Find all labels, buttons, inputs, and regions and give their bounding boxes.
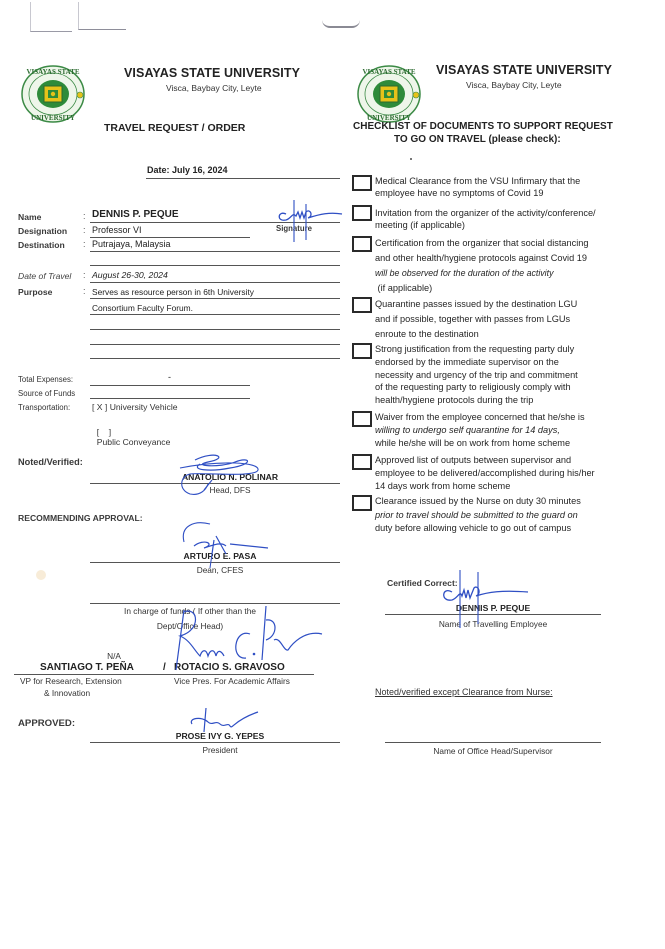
svg-text:UNIVERSITY: UNIVERSITY: [31, 114, 75, 122]
scan-artifact: [78, 2, 126, 30]
president-role: President: [202, 745, 238, 755]
checklist-item-nurse-clearance: [375, 495, 665, 536]
transport-option-public-conveyance[interactable]: [92, 417, 170, 447]
source-of-funds-label: Source of Funds: [18, 389, 76, 398]
checklist-checkbox-invitation[interactable]: [352, 205, 372, 221]
colon: :: [83, 286, 86, 296]
checklist-text-line: employee to be delivered/accomplished during his/her: [375, 468, 595, 479]
destination-label: Destination: [18, 240, 65, 250]
vp-na: N/A: [107, 651, 121, 661]
checklist-title-line1: CHECKLIST OF DOCUMENTS TO SUPPORT REQUEST: [353, 121, 613, 132]
total-expenses-value[interactable]: -: [168, 372, 171, 382]
president-name: PROSE IVY G. YEPES: [175, 731, 265, 741]
signature-dennis-peque: [270, 198, 345, 244]
purpose-value-line2[interactable]: Consortium Faculty Forum.: [92, 303, 193, 313]
colon: :: [83, 225, 86, 235]
checklist-item-waiver: [375, 411, 665, 451]
purpose-underline-4: [90, 344, 340, 345]
checklist-checkbox-waiver[interactable]: [352, 411, 372, 427]
recommending-signatory-role: Dean, CFES: [196, 565, 244, 575]
svg-text:VISAYAS STATE: VISAYAS STATE: [26, 68, 80, 76]
designation-underline: [90, 237, 250, 238]
vp-role-1-line1: VP for Research, Extension: [20, 676, 122, 686]
office-head-signature-line: [385, 742, 601, 743]
vp-role-1-line2: & Innovation: [44, 688, 91, 698]
noted-verified-label: Noted/Verified:: [18, 457, 83, 467]
date-of-travel-value[interactable]: August 26-30, 2024: [92, 270, 168, 280]
checklist-checkbox-approved-outputs[interactable]: [352, 454, 372, 470]
certified-correct-label: Certified Correct:: [387, 578, 458, 588]
designation-value[interactable]: Professor VI: [92, 225, 142, 235]
funds-signature-line: [90, 603, 340, 604]
checklist-checkbox-quarantine-passes[interactable]: [352, 297, 372, 313]
certified-signature-line: [385, 614, 601, 615]
checklist-text-line: Approved list of outputs between supervisor and: [375, 455, 572, 465]
purpose-underline-5: [90, 358, 340, 359]
colon: :: [83, 270, 86, 280]
checkbox-mark[interactable]: [ ]: [96, 427, 112, 437]
purpose-underline-3: [90, 329, 340, 330]
checklist-text-line: of the requesting party to religiously comply with: [375, 382, 571, 393]
checklist-checkbox-medical-clearance[interactable]: [352, 175, 372, 191]
checklist-text-line: prior to travel should be submitted to the guard on: [375, 509, 578, 520]
scan-artifact: [322, 20, 360, 28]
destination-underline-2: [90, 265, 340, 266]
svg-text:UNIVERSITY: UNIVERSITY: [367, 114, 411, 122]
option-label: Public Conveyance: [96, 437, 171, 447]
funds-role-line2: Dept/Office Head): [156, 621, 224, 631]
noted-signature-line: [90, 483, 340, 484]
checklist-text-line: Clearance issued by the Nurse on duty 30 minutes: [375, 496, 581, 506]
checklist-text-line: (if applicable): [375, 283, 433, 293]
noted-signatory-name: ANATOLIO N. POLINAR: [181, 472, 279, 482]
designation-label: Designation: [18, 226, 68, 236]
purpose-underline-2: [90, 314, 340, 315]
checklist-item-strong-justification: [375, 343, 665, 407]
checklist-text-line: Invitation from the organizer of the activity/conference/: [375, 208, 596, 218]
checklist-text-line: necessity and urgency of the trip and commitment: [375, 369, 578, 380]
vp-signature-line: [14, 674, 314, 675]
total-expenses-underline: [90, 385, 250, 386]
total-expenses-label: Total Expenses:: [18, 375, 74, 384]
date-of-travel-underline: [90, 282, 340, 283]
purpose-value-line1[interactable]: Serves as resource person in 6th University: [92, 287, 254, 297]
office-head-role: Name of Office Head/Supervisor: [433, 746, 553, 756]
checklist-checkbox-certification[interactable]: [352, 236, 372, 252]
vp-name-2: ROTACIO S. GRAVOSO: [174, 662, 285, 673]
checklist-text-line: Medical Clearance from the VSU Infirmary that the: [375, 176, 581, 186]
name-value[interactable]: DENNIS P. PEQUE: [92, 209, 179, 220]
scan-dot: [410, 158, 412, 160]
recommending-approval-label: RECOMMENDING APPROVAL:: [18, 513, 143, 523]
checklist-text-line: while he/she will be on work from home scheme: [375, 438, 571, 449]
purpose-label: Purpose: [18, 287, 53, 297]
checklist-text-line: willing to undergo self quarantine for 14 days,: [375, 425, 560, 436]
checklist-item-certification: [375, 236, 665, 296]
university-address: Visca, Baybay City, Leyte: [166, 83, 262, 93]
noted-signatory-role: Head, DFS: [209, 485, 251, 495]
colon: :: [83, 211, 86, 221]
name-label: Name: [18, 212, 42, 222]
checklist-text-line: will be observed for the duration of the activity: [375, 268, 554, 278]
date-underline: [146, 178, 340, 179]
checklist-checkbox-nurse-clearance[interactable]: [352, 495, 372, 511]
checklist-text-line: duty before allowing vehicle to go out of campus: [375, 523, 572, 534]
transport-option-university-vehicle[interactable]: [92, 402, 178, 412]
checklist-item-invitation: [375, 207, 665, 232]
vsu-seal-icon: [356, 64, 422, 124]
certified-employee-name: DENNIS P. PEQUE: [455, 603, 531, 613]
checklist-text-line: and other health/hygiene protocols against Covid 19: [375, 253, 587, 263]
option-label: University Vehicle: [109, 402, 178, 412]
recommending-signature-line: [90, 562, 340, 563]
recommending-signatory-name: ARTURO E. PASA: [183, 551, 257, 561]
checklist-text-line: Certification from the organizer that social distancing: [375, 238, 589, 248]
university-name: VISAYAS STATE UNIVERSITY: [436, 63, 613, 77]
checklist-text-line: health/hygiene protocols during the trip: [375, 395, 534, 406]
vp-name-separator: /: [163, 662, 166, 673]
approved-label: APPROVED:: [18, 718, 76, 729]
scan-artifact: [30, 2, 72, 32]
destination-underline: [90, 251, 340, 252]
checklist-title-line2: TO GO ON TRAVEL (please check):: [394, 134, 561, 145]
checklist-text-line: employee have no symptoms of Covid 19: [375, 188, 544, 199]
vsu-seal-icon: [20, 64, 86, 124]
noted-except-nurse-label: Noted/verified except Clearance from Nurse:: [375, 687, 553, 697]
university-address: Visca, Baybay City, Leyte: [466, 80, 562, 90]
svg-text:VISAYAS STATE: VISAYAS STATE: [362, 68, 416, 76]
checklist-text-line: meeting (if applicable): [375, 220, 465, 231]
checklist-text-line: endorsed by the immediate supervisor on the: [375, 356, 559, 367]
checklist-checkbox-strong-justification[interactable]: [352, 343, 372, 359]
signature-label: Signature: [276, 224, 312, 233]
name-underline: [90, 222, 340, 223]
source-of-funds-underline: [90, 398, 250, 399]
checklist-item-approved-outputs: [375, 454, 665, 494]
checklist-text-line: Waiver from the employee concerned that he/she is: [375, 412, 585, 422]
colon: :: [83, 239, 86, 249]
scan-stain: [36, 570, 46, 580]
certified-employee-role: Name of Travelling Employee: [438, 619, 548, 629]
checklist-item-quarantine-passes: [375, 297, 665, 342]
form-title: TRAVEL REQUEST / ORDER: [104, 122, 246, 134]
transportation-label: Transportation:: [18, 403, 71, 412]
checklist-text-line: Quarantine passes issued by the destination LGU: [375, 299, 578, 309]
form-date: Date: July 16, 2024: [147, 165, 228, 175]
checklist-text-line: 14 days work from home scheme: [375, 481, 511, 492]
checklist-text-line: enroute to the destination: [375, 329, 479, 339]
checklist-item-medical-clearance: [375, 175, 665, 200]
funds-role-line1: In charge of funds ( If other than the: [124, 606, 256, 616]
purpose-underline-1: [90, 298, 340, 299]
checklist-text-line: Strong justification from the requesting party duly: [375, 344, 575, 354]
president-signature-line: [90, 742, 340, 743]
date-of-travel-label: Date of Travel: [18, 271, 72, 281]
destination-value[interactable]: Putrajaya, Malaysia: [92, 239, 171, 249]
checkbox-mark[interactable]: [ X ]: [92, 402, 108, 412]
vp-role-2: Vice Pres. For Academic Affairs: [174, 676, 290, 686]
university-name: VISAYAS STATE UNIVERSITY: [124, 66, 301, 80]
vp-name-1: SANTIAGO T. PEÑA: [40, 662, 134, 673]
checklist-text-line: and if possible, together with passes from LGUs: [375, 314, 571, 324]
